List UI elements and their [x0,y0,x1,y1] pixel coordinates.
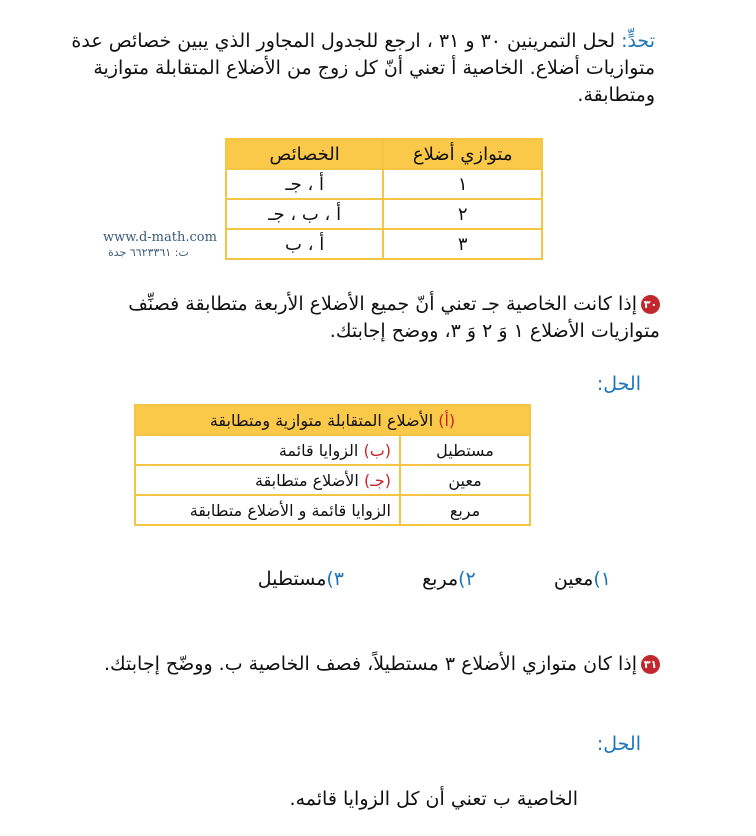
shape-name: مستطيل [400,435,530,465]
shape-property [135,435,400,465]
exercise-number-badge: ٣١ [641,655,660,674]
property-text: الأضلاع متطابقة [254,470,364,490]
answer-31: الخاصية ب تعني أن كل الزوايا قائمه. [289,788,578,810]
exercise-31 [80,651,660,678]
table-row [135,465,530,495]
solution-label: الحل: [596,733,641,755]
table-header [135,405,530,435]
property-text: الزوايا قائمة و الأضلاع متطابقة [189,500,391,520]
shape-name: معين [400,465,530,495]
watermark-phone: ت: ٦٦٢٣٣٦١ جدة [108,246,189,259]
table-header-row [135,405,530,435]
table-row [226,169,542,199]
header-properties: الخصائص [226,139,383,169]
row-number: ١ [383,169,542,199]
row-number: ٢ [383,199,542,229]
option-item [258,568,344,590]
option-label: معين [553,568,594,590]
table-row [226,199,542,229]
challenge-text: لحل التمرينين ٣٠ و ٣١ ، ارجع للجدول المجاور الذي يبين خصائص عدة متوازيات أضلاع. الخاصية أ تعني أنّ كل زوج من الأضلاع المتقابلة متوازية ومتطابقة. [71,30,655,106]
exercise-number-badge: ٣٠ [641,295,660,314]
solution-label: الحل: [596,373,641,395]
challenge-label: تحدٍّ: [621,30,655,52]
exercise-30-text: إذا كانت الخاصية جـ تعني أنّ جميع الأضلاع الأربعة متطابقة فصنِّف متوازيات الأضلاع ١ وَ ٢ وَ ٣، ووضح إجابتك. [128,293,660,342]
row-properties: أ ، ب [226,229,383,259]
property-letter: (ب) [363,440,391,460]
watermark-site: www.d-math.com [103,230,217,245]
option-label: مربع [422,568,459,590]
table-row [135,435,530,465]
challenge-paragraph [70,28,655,109]
property-text: الزوايا قائمة [278,440,364,460]
option-label: مستطيل [257,568,327,590]
row-properties: أ ، ب ، جـ [226,199,383,229]
option-number: ٣) [326,568,345,590]
shape-property [135,465,400,495]
table-header-row [226,139,542,169]
property-letter: (أ) [438,410,456,430]
option-number: ٢) [458,568,476,590]
option-item [554,568,611,590]
row-properties: أ ، جـ [226,169,383,199]
shape-property [135,495,400,525]
exercise-30 [80,291,660,345]
table-row [135,495,530,525]
header-parallelogram: متوازي أضلاع [383,139,542,169]
option-number: ١) [593,568,611,590]
property-letter: (جـ) [363,470,391,490]
classification-table [134,404,531,526]
row-number: ٣ [383,229,542,259]
property-text: الأضلاع المتقابلة متوازية ومتطابقة [209,410,439,430]
table-row [226,229,542,259]
properties-table [225,138,543,260]
option-item [422,568,476,590]
shape-name: مربع [400,495,530,525]
exercise-31-text: إذا كان متوازي الأضلاع ٣ مستطيلاً، فصف الخاصية ب. ووضّح إجابتك. [103,653,637,675]
answer-options [191,568,611,590]
